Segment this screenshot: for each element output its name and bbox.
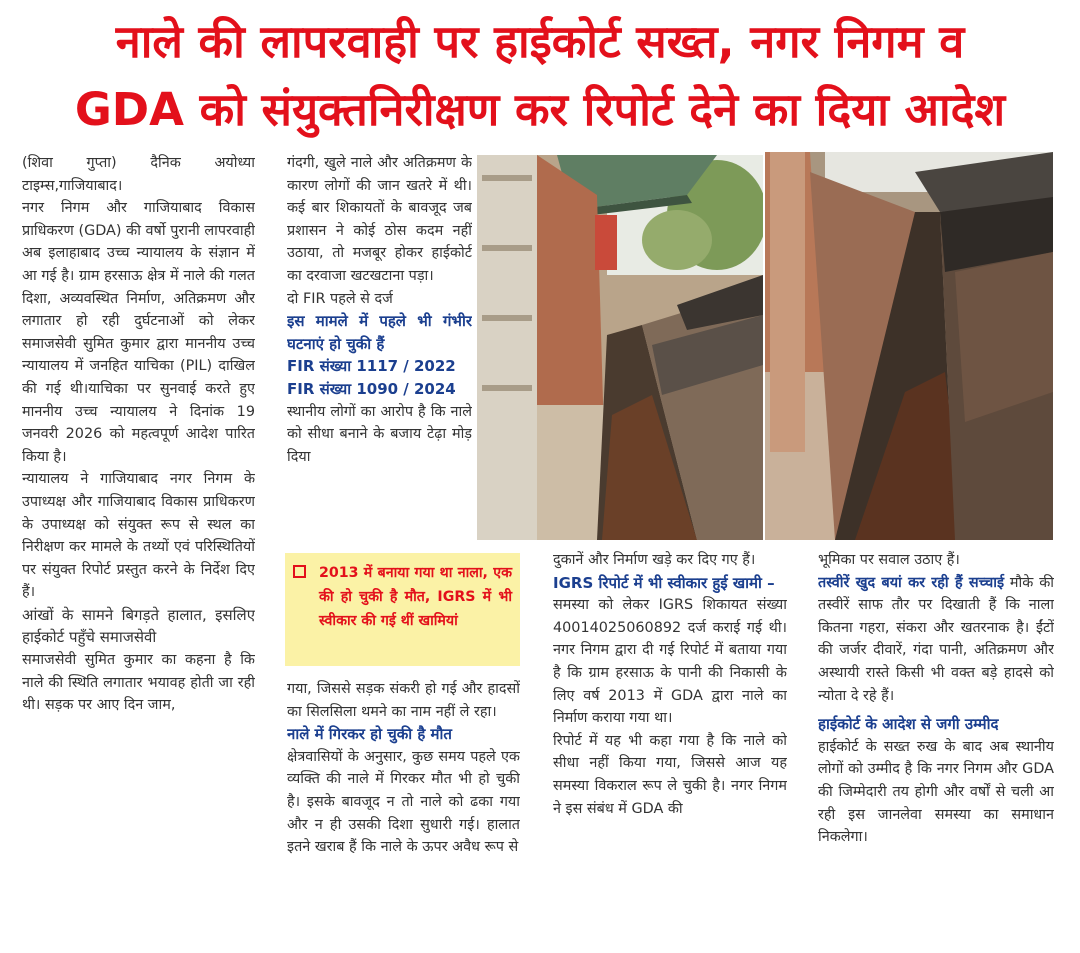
headline-line-2: GDA को संयुक्तनिरीक्षण कर रिपोर्ट देने का दिया आदेश	[74, 83, 1006, 136]
paragraph: गंदगी, खुले नाले और अतिक्रमण के कारण लोगों की जान खतरे में थी। कई बार शिकायतों के बावजूद जब प्रशासन ने कोई ठोस कदम नहीं उठाया, तो मजबूर होकर हाईकोर्ट का दरवाजा खटखटाना पड़ा।	[287, 155, 472, 284]
paragraph: दुकानें और निर्माण खड़े कर दिए गए हैं।	[553, 552, 756, 568]
byline: (शिवा गुप्ता) दैनिक अयोध्या टाइम्स,गाजियाबाद।	[22, 155, 255, 194]
drain-photo-1	[477, 155, 763, 540]
subheading: तस्वीरें खुद बयां कर रही हैं सच्चाई	[818, 574, 1005, 591]
paragraph-text: भूमिका पर सवाल उठाए हैं।	[818, 552, 960, 568]
paragraph: रिपोर्ट में यह भी कहा गया है कि नाले को सीधा नहीं किया गया, जिससे आज यह समस्या विकराल रूप ले चुकी है। नगर निगम ने इस संबंध में GDA की	[553, 732, 787, 817]
subheading: इस मामले में पहले भी गंभीर घटनाएं हो चुकी हैं	[287, 312, 472, 353]
callout-box	[285, 553, 520, 666]
paragraph: स्थानीय लोगों का आरोप है कि नाले को सीधा बनाने के बजाय टेढ़ा मोड़ दिया	[287, 403, 472, 465]
article-column-3	[553, 549, 787, 953]
paragraph: नगर निगम और गाजियाबाद विकास प्राधिकरण (GDA) की वर्षो पुरानी लापरवाही अब इलाहाबाद उच्च न्यायालय के संज्ञान में आ गई है। ग्राम हरसाऊ क्षेत्र में नाले की गलत दिशा, अव्यवस्थित निर्माण, अतिक्रमण और लगातार हो रही दुर्घटनाओं को लेकर समाजसेवी सुमित कुमार द्वारा माननीय उच्च न्यायालय में जनहित याचिका (PIL) दाखिल की गई थी।याचिका पर सुनवाई करते हुए माननीय उच्च न्यायालय ने दिनांक 19 जनवरी 2026 को महत्वपूर्ण आदेश पारित किया है।	[22, 200, 255, 465]
checkbox-icon	[293, 565, 306, 578]
article-column-4	[818, 549, 1054, 953]
headline-line-1: नाले की लापरवाही पर हाईकोर्ट सख्त, नगर निगम व	[115, 15, 965, 68]
paragraph	[818, 549, 1054, 572]
callout-text: 2013 में बनाया गया था नाला, एक की हो चुकी है मौत, IGRS में भी स्वीकार की गई थीं खामियां	[319, 565, 512, 629]
paragraph: समाजसेवी सुमित कुमार का कहना है कि नाले की स्थिति लगातार भयावह होती जा रही थी। सड़क पर आए दिन जाम,	[22, 652, 255, 714]
headline	[0, 0, 1080, 148]
fir-number: FIR संख्या 1090 / 2024	[287, 379, 456, 398]
paragraph: दो FIR पहले से दर्ज	[287, 290, 393, 307]
subheading: IGRS रिपोर्ट में भी स्वीकार हुई खामी –	[553, 573, 775, 592]
paragraph: हाईकोर्ट के सख्त रुख के बाद अब स्थानीय लोगों को उम्मीद है कि नगर निगम और GDA की जिम्मेदारी तय होगी और वर्षों से चली आ रही इस जानलेवा समस्या का समाधान निकलेगा।	[818, 738, 1054, 846]
paragraph: न्यायालय ने गाजियाबाद नगर निगम के उपाध्यक्ष और गाजियाबाद विकास प्राधिकरण के उपाध्यक्ष को संयुक्त रूप से स्थल का निरीक्षण कर मामले के तथ्यों एवं परिस्थितियों पर संयुक्त रिपोर्ट प्रस्तुत करने के निर्देश दिए हैं।	[22, 471, 255, 601]
paragraph: समस्या को लेकर IGRS शिकायत संख्या 40014025060892 दर्ज कराई गई थी। नगर निगम द्वारा दी गई रिपोर्ट में बताया गया है कि ग्राम हरसाऊ के पानी की निकासी के लिए वर्ष 2013 में GDA द्वारा नाले का निर्माण कराया गया था।	[553, 597, 787, 727]
article-column-2-bottom	[287, 678, 520, 953]
paragraph-text: मौके की तस्वीरें साफ तौर पर दिखाती हैं कि नाला कितना गहरा, संकरा और खतरनाक है। ईंटों की जर्जर दीवारें, गंदा पानी, अतिक्रमण और अस्थायी रास्ते किसी भी वक्त बड़े हादसे को न्योता दे रहे हैं।	[818, 574, 1054, 704]
subheading: हाईकोर्ट के आदेश से जगी उम्मीद	[818, 715, 999, 734]
drain-photo-2	[765, 152, 1053, 540]
paragraph: क्षेत्रवासियों के अनुसार, कुछ समय पहले एक व्यक्ति की नाले में गिरकर मौत भी हो चुकी है। इसके बावजूद न तो नाले को ढका गया और न ही उसकी दिशा सुधारी गई। हालात इतने खराब हैं कि नाले के ऊपर अवैध रूप से	[287, 748, 520, 856]
paragraph: गया, जिससे सड़क संकरी हो गई और हादसों का सिलसिला थमने का नाम नहीं ले रहा।	[287, 681, 520, 720]
paragraph	[818, 572, 1054, 708]
fir-number: FIR संख्या 1117 / 2022	[287, 357, 456, 376]
subheading: नाले में गिरकर हो चुकी है मौत	[287, 725, 452, 744]
subheading: आंखों के सामने बिगड़ते हालात, इसलिए हाईकोर्ट पहुँचे समाजसेवी	[22, 605, 255, 647]
article-column-2-top	[287, 152, 472, 544]
article-column-1	[22, 152, 255, 952]
